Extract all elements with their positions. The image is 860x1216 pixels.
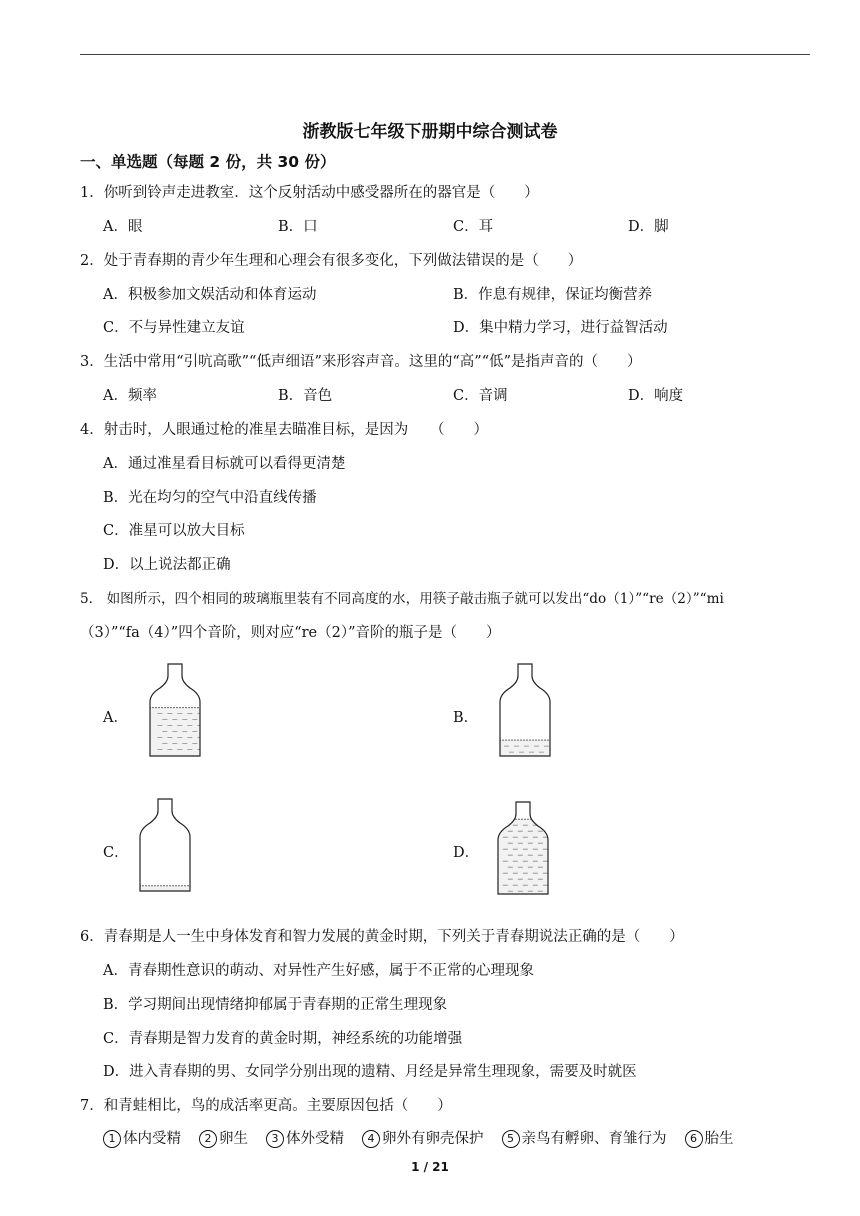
q5-option-c[interactable]: C． [103, 845, 129, 861]
bottle-c-image [130, 797, 200, 897]
bottle-a-image [140, 662, 210, 762]
q4-option-d[interactable]: D．以上说法都正确 [103, 557, 231, 573]
q3-option-c[interactable]: C．音调 [453, 388, 508, 404]
q7-item-text: 卵生 [219, 1131, 248, 1147]
q7-item-text: 体外受精 [286, 1131, 344, 1147]
circled-number-icon: 4 [362, 1130, 380, 1148]
q6-option-a[interactable]: A．青春期性意识的萌动、对异性产生好感，属于不正常的心理现象 [103, 963, 534, 979]
q5-option-a[interactable]: A． [103, 710, 128, 726]
q1-option-a[interactable]: A．眼 [103, 219, 143, 235]
q5-option-d[interactable]: D． [453, 845, 480, 861]
q7-item [199, 1131, 248, 1147]
q5-option-b[interactable]: B． [453, 710, 479, 726]
q7-item [266, 1131, 344, 1147]
section-heading: 一、单选题（每题 2 份，共 30 份） [80, 153, 336, 171]
q1-option-d[interactable]: D．脚 [628, 219, 669, 235]
q7-item-text: 胎生 [704, 1131, 734, 1147]
q2-option-b[interactable]: B．作息有规律，保证均衡营养 [453, 287, 653, 303]
bottle-b-image [490, 662, 560, 762]
circled-number-icon: 3 [266, 1130, 284, 1148]
circled-number-icon: 1 [103, 1130, 121, 1148]
question-4-stem: 4．射击时，人眼通过枪的准星去瞄准目标，是因为 （ ） [80, 422, 488, 438]
page-number: 1 / 21 [411, 1160, 449, 1174]
q4-option-b[interactable]: B．光在均匀的空气中沿直线传播 [103, 490, 317, 506]
question-5-stem-line2: （3）”“fa（4）”四个音阶，则对应“re（2）”音阶的瓶子是（ ） [80, 625, 501, 641]
q7-item-text: 体内受精 [123, 1131, 181, 1147]
circled-number-icon: 6 [685, 1130, 703, 1148]
q7-item [502, 1131, 667, 1147]
q7-statement-list [103, 1127, 734, 1148]
q1-option-c[interactable]: C．耳 [453, 219, 494, 235]
question-3-stem: 3．生活中常用“引吭高歌”“低声细语”来形容声音。这里的“高”“低”是指声音的（ ） [80, 354, 642, 370]
q7-item [103, 1131, 181, 1147]
q7-item [685, 1131, 734, 1147]
question-5-stem-line1: 5． 如图所示，四个相同的玻璃瓶里装有不同高度的水，用筷子敲击瓶子就可以发出“do（1）”“re（2）”“mi [80, 591, 724, 607]
question-7-stem: 7．和青蛙相比，鸟的成活率更高。主要原因包括（ ） [80, 1098, 452, 1114]
q1-option-b[interactable]: B．口 [278, 219, 318, 235]
q4-option-a[interactable]: A．通过准星看目标就可以看得更清楚 [103, 456, 346, 472]
q2-option-c[interactable]: C．不与异性建立友谊 [103, 320, 245, 336]
q3-option-d[interactable]: D．响度 [628, 388, 684, 404]
circled-number-icon: 2 [199, 1130, 217, 1148]
header-rule [80, 54, 810, 55]
q6-option-d[interactable]: D．进入青春期的男、女同学分别出现的遗精、月经是异常生理现象，需要及时就医 [103, 1064, 637, 1080]
q6-option-c[interactable]: C．青春期是智力发育的黄金时期，神经系统的功能增强 [103, 1031, 463, 1047]
q7-item-text: 亲鸟有孵卵、育雏行为 [521, 1131, 667, 1147]
bottle-d-image [488, 800, 558, 900]
q3-option-a[interactable]: A．频率 [103, 388, 157, 404]
circled-number-icon: 5 [502, 1130, 520, 1148]
question-6-stem: 6．青春期是人一生中身体发育和智力发展的黄金时期，下列关于青春期说法正确的是（ ） [80, 929, 684, 945]
q4-option-c[interactable]: C．准星可以放大目标 [103, 523, 245, 539]
page-title: 浙教版七年级下册期中综合测试卷 [302, 122, 558, 142]
q7-item-text: 卵外有卵壳保护 [382, 1131, 484, 1147]
q6-option-b[interactable]: B．学习期间出现情绪抑郁属于青春期的正常生理现象 [103, 997, 448, 1013]
question-1-stem: 1．你听到铃声走进教室．这个反射活动中感受器所在的器官是（ ） [80, 185, 539, 201]
q2-option-d[interactable]: D．集中精力学习，进行益智活动 [453, 320, 668, 336]
question-2-stem: 2．处于青春期的青少年生理和心理会有很多变化，下列做法错误的是（ ） [80, 253, 583, 269]
q2-option-a[interactable]: A．积极参加文娱活动和体育运动 [103, 287, 317, 303]
q3-option-b[interactable]: B．音色 [278, 388, 333, 404]
q7-item [362, 1131, 484, 1147]
bottle-outline [140, 799, 190, 891]
